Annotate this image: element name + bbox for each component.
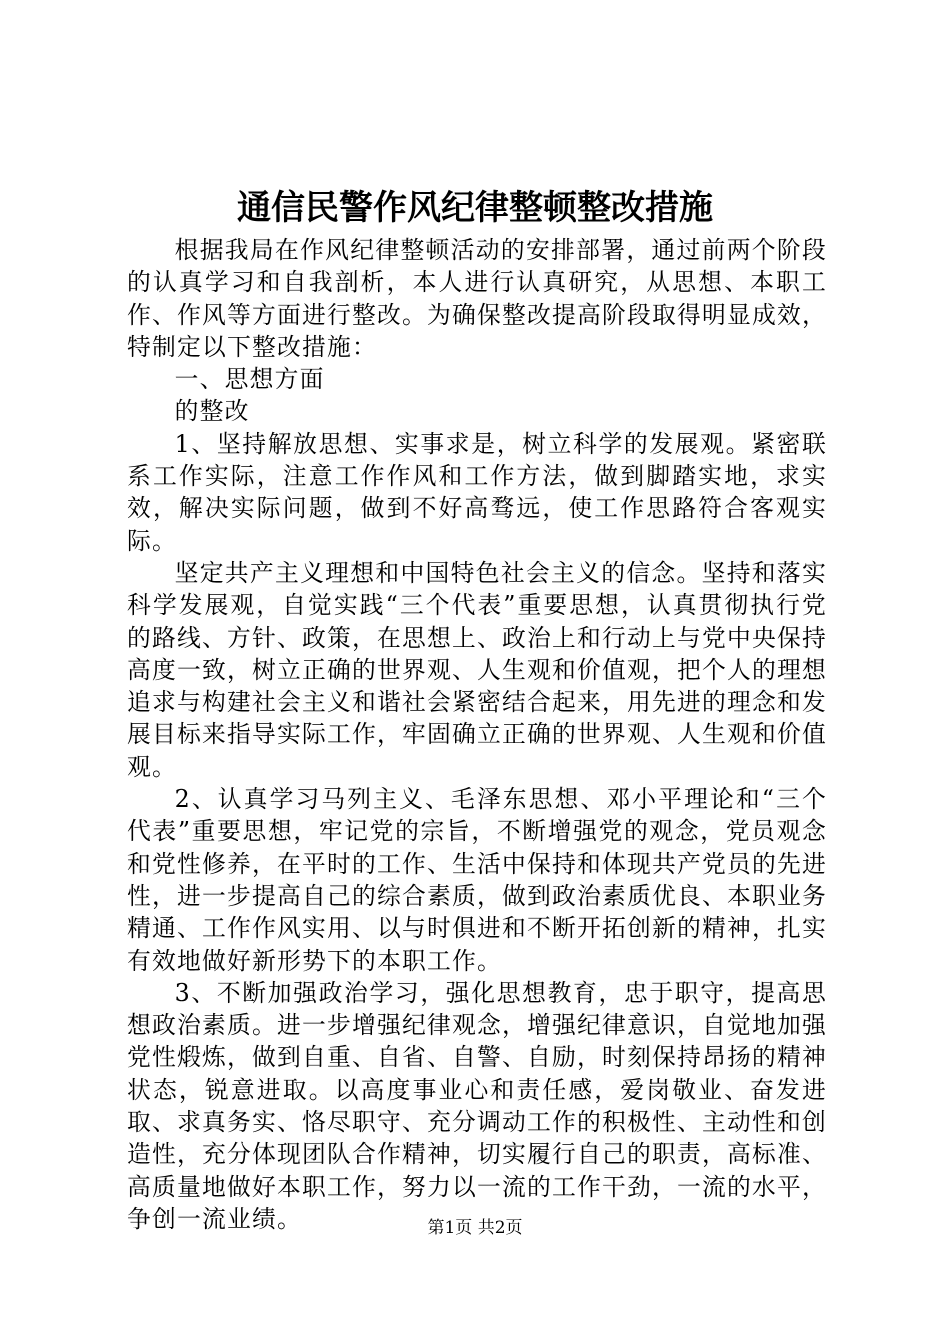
paragraph-item-2: 2、认真学习马列主义、毛泽东思想、邓小平理论和“三个代表”重要思想，牢记党的宗旨，不断增强党的观念，党员观念和党性修养，在平时的工作、生活中保持和体现共产党员的先进性，进一步提高自己的综合素质，做到政治素质优良、本职业务精通、工作作风实用、以与时俱进和不断开拓创新的精神，扎实有效地做好新形势下的本职工作。 [127, 785, 827, 975]
paragraph-intro: 根据我局在作风纪律整顿活动的安排部署，通过前两个阶段的认真学习和自我剖析，本人进行认真研究，从思想、本职工作、作风等方面进行整改。为确保整改提高阶段取得明显成效，特制定以下整改措施： [127, 236, 827, 361]
section-heading-continued: 的整改 [174, 397, 250, 426]
paragraph-item-1: 1、坚持解放思想、实事求是，树立科学的发展观。紧密联系工作实际，注意工作作风和工作方法，做到脚踏实地，求实效，解决实际问题，做到不好高骛远，使工作思路符合客观实际。 [127, 429, 827, 555]
paragraph-item-1-detail: 坚定共产主义理想和中国特色社会主义的信念。坚持和落实科学发展观，自觉实践“三个代表”重要思想，认真贯彻执行党的路线、方针、政策，在思想上、政治上和行动上与党中央保持高度一致，树立正确的世界观、人生观和价值观，把个人的理想追求与构建社会主义和谐社会紧密结合起来，用先进的理念和发展目标来指导实际工作，牢固确立正确的世界观、人生观和价值观。 [127, 558, 827, 781]
section-heading: 一、思想方面 [174, 365, 325, 394]
document-body [127, 234, 827, 1235]
paragraph-item-3: 3、不断加强政治学习，强化思想教育，忠于职守，提高思想政治素质。进一步增强纪律观念，增强纪律意识，自觉地加强党性煅炼，做到自重、自省、自警、自励，时刻保持昂扬的精神状态，锐意进取。以高度事业心和责任感，爱岗敬业、奋发进取、求真务实、恪尽职守、充分调动工作的积极性、主动性和创造性，充分体现团队合作精神，切实履行自己的职责，高标准、高质量地做好本职工作，努力以一流的工作干劲，一流的水平，争创一流业绩。 [127, 978, 827, 1233]
document-title: 通信民警作风纪律整顿整改措施 [237, 188, 713, 228]
page-footer: 第1页 共2页 [427, 1218, 523, 1238]
